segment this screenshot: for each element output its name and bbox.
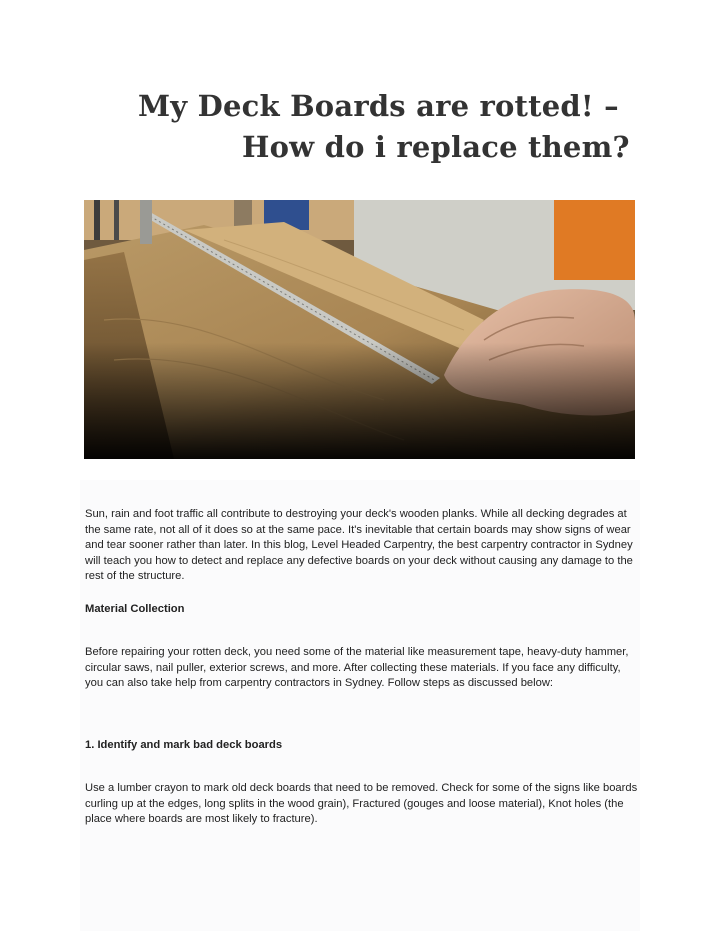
title-line-2: How do i replace them? [242,130,630,164]
carpenter-measuring-board-illustration [84,200,635,459]
hero-photo [84,200,635,459]
intro-paragraph: Sun, rain and foot traffic all contribute to destroying your deck's wooden planks. While all decking degrades at the same rate, not all of it does so at the same pace. It's inevitable that certain boards may show signs of wear and tear sooner rather than later. In this blog, Level Headed Carpentry, the best carpentry contractor in Sydney will teach you how to detect and replace any defective boards on your deck without causing any damage to the rest of the structure. [85,508,633,582]
step-1-heading: 1. Identify and mark bad deck boards [85,739,283,751]
material-collection-heading: Material Collection [85,603,185,615]
title-line-1: My Deck Boards are rotted! – [138,89,619,123]
document-title [0,86,720,168]
material-paragraph: Before repairing your rotten deck, you need some of the material like measurement tape, heavy-duty hammer, circular saws, nail puller, exterior screws, and more. After collecting these materials. If you face any difficulty, you can also take help from carpentry contractors in Sydney. Follow steps as discussed below: [85,646,629,689]
step-1-paragraph: Use a lumber crayon to mark old deck boards that need to be removed. Check for some of the signs like boards curling up at the edges, long splits in the wood grain), Fractured (gouges and loose material), Knot holes (the place where boards are most likely to fracture). [85,782,638,825]
